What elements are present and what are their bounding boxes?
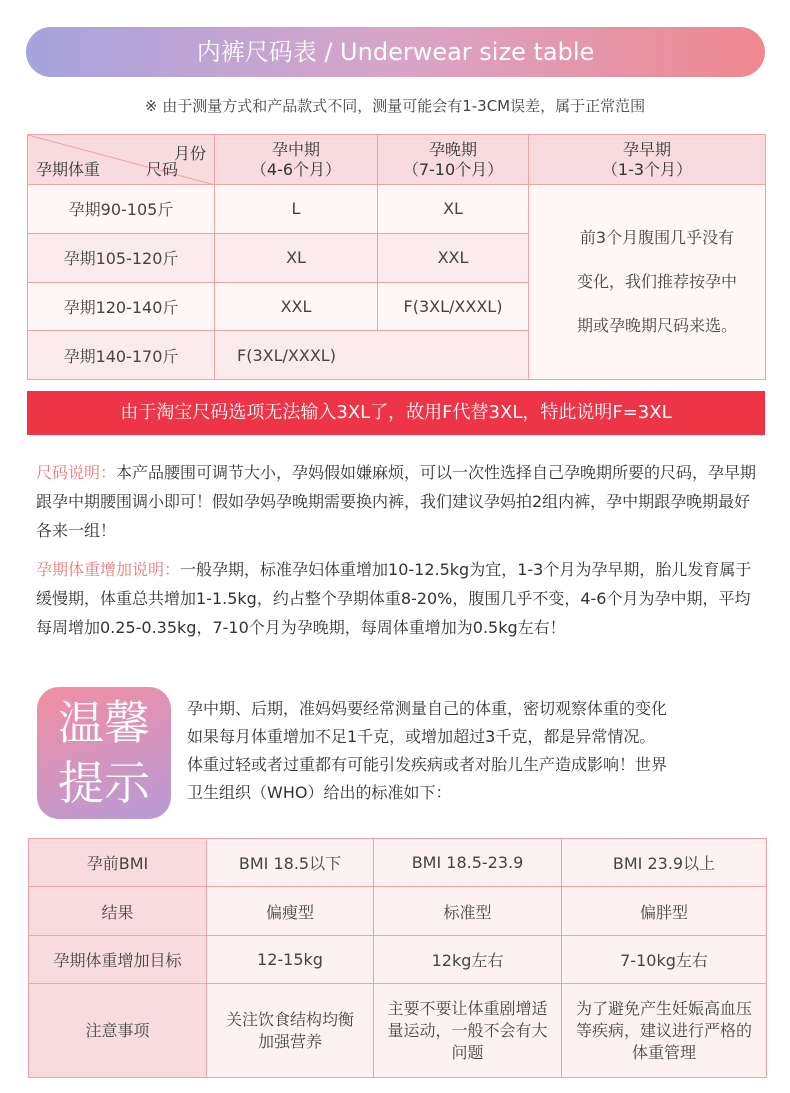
corner-month-label: 月份 [173,144,206,163]
warm-tip-text [187,695,767,807]
header-mid-pregnancy [215,135,378,185]
bmi-row-label: 注意事项 [29,984,207,1078]
badge-line: 温馨 [58,696,150,750]
size-table-corner [28,135,215,185]
early-pregnancy-note [529,185,766,380]
weight-gain-explanation [36,555,762,642]
header-sub: （7-10个月） [402,159,504,179]
measurement-note: ※ 由于测量方式和产品款式不同，测量可能会有1-3CM误差，属于正常范围 [144,97,646,115]
early-note-line: 期或孕晚期尺码来选。 [576,316,737,335]
mid-size-cell: L [215,185,378,234]
header-label: 孕中期 [271,139,320,159]
corner-size-label: 尺码 [146,160,179,179]
weight-cell: 孕期105-120斤 [28,233,215,282]
page-title-banner: 内裤尺码表 / Underwear size table [26,27,765,77]
late-size-cell: XXL [378,233,529,282]
f-size-notice-bar: 由于淘宝尺码选项无法输入3XL了，故用F代替3XL，特此说明F=3XL [27,391,765,435]
table-row [28,185,766,234]
mid-size-cell: XL [215,233,378,282]
header-label: 孕早期 [622,139,671,159]
table-row [29,984,767,1078]
bmi-cell: 12kg左右 [374,935,562,983]
bmi-cell: 标准型 [374,887,562,935]
weight-gain-label: 孕期体重增加说明： [36,560,181,579]
bmi-cell: 为了避免产生妊娠高血压等疾病，建议进行严格的体重管理 [562,984,767,1078]
bmi-row-label: 孕期体重增加目标 [29,935,207,983]
size-table-header-row [28,135,766,185]
bmi-cell: 7-10kg左右 [562,935,767,983]
size-explanation [36,458,762,545]
size-explanation-label: 尺码说明： [36,463,117,482]
tip-line: 体重过轻或者过重都有可能引发疾病或者对胎儿生产造成影响！世界 [187,755,668,774]
early-note-line: 变化，我们推荐按孕中 [576,272,737,291]
table-row [29,887,767,935]
early-note-line: 前3个月腹围几乎没有 [579,228,735,247]
size-explanation-text: 本产品腰围可调节大小，孕妈假如嫌麻烦，可以一次性选择自己孕晚期所要的尺码，孕早期跟孕中期腰围调小即可！假如孕妈孕晚期需要换内裤，我们建议孕妈拍2组内裤，孕中期跟孕晚期最好各来一组！ [36,463,757,540]
weight-cell: 孕期90-105斤 [28,185,215,234]
bmi-cell: 主要不要让体重剧增适量运动，一般不会有大问题 [374,984,562,1078]
weight-cell: 孕期120-140斤 [28,282,215,331]
tip-line: 孕中期、后期，准妈妈要经常测量自己的体重，密切观察体重的变化 [187,699,668,718]
table-row [29,935,767,983]
header-label: 孕晚期 [428,139,477,159]
bmi-cell: 偏胖型 [562,887,767,935]
header-sub: （1-3个月） [601,159,693,179]
bmi-cell: 关注饮食结构均衡加强营养 [207,984,374,1078]
bmi-cell: 偏瘦型 [207,887,374,935]
bmi-cell: 12-15kg [207,935,374,983]
table-row [29,839,767,887]
tip-line: 卫生组织（WHO）给出的标准如下： [187,783,452,802]
tip-line: 如果每月体重增加不足1千克，或增加超过3千克，都是异常情况。 [187,727,656,746]
header-sub: （4-6个月） [250,159,342,179]
bmi-cell: BMI 18.5以下 [207,839,374,887]
warm-tip-badge [37,687,171,819]
late-size-cell: XL [378,185,529,234]
header-early-pregnancy [529,135,766,185]
mid-late-size-cell: F(3XL/XXXL) [215,331,529,380]
late-size-cell: F(3XL/XXXL) [378,282,529,331]
bmi-row-label: 孕前BMI [29,839,207,887]
weight-gain-text: 一般孕期，标准孕妇体重增加10-12.5kg为宜，1-3个月为孕早期，胎儿发育属于缓慢期，体重总共增加1-1.5kg，约占整个孕期体重8-20%，腹围几乎不变，4-6个月为孕中期，平均每周增加0.25-0.35kg，7-10个月为孕晚期，每周体重增加为0.5kg左右！ [36,560,752,637]
weight-cell: 孕期140-170斤 [28,331,215,380]
size-table [27,134,766,380]
mid-size-cell: XXL [215,282,378,331]
header-late-pregnancy [378,135,529,185]
badge-line: 提示 [58,756,150,810]
bmi-cell: BMI 23.9以上 [562,839,767,887]
bmi-row-label: 结果 [29,887,207,935]
corner-weight-label: 孕期体重 [36,160,101,179]
bmi-cell: BMI 18.5-23.9 [374,839,562,887]
bmi-table [28,838,767,1078]
